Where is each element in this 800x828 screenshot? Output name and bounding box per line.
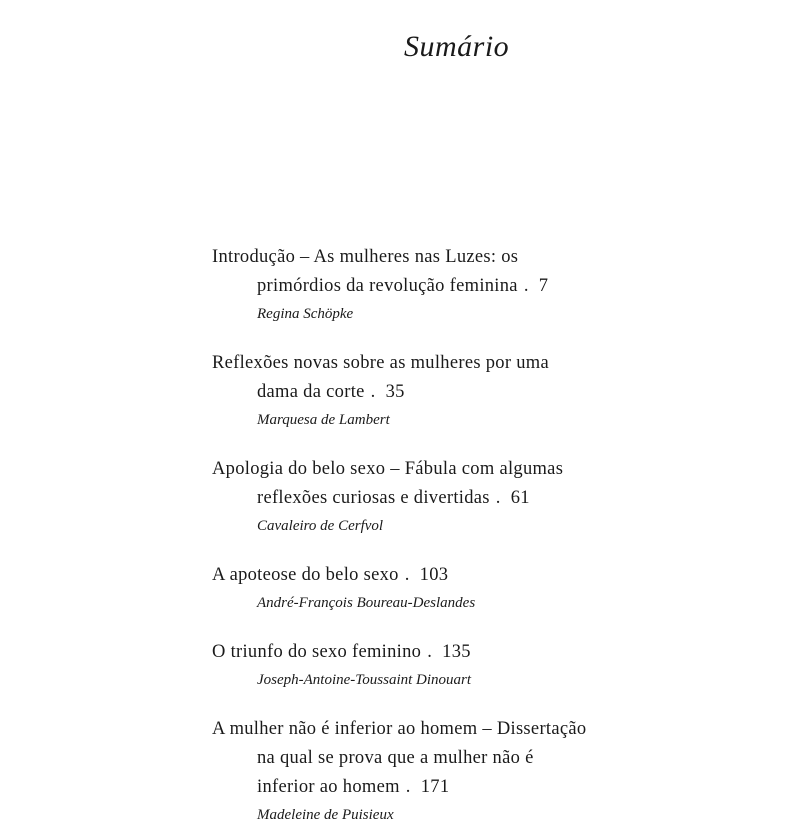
entry-title-line: A apoteose do belo sexo . 103 xyxy=(212,565,449,585)
entry-title-line: Reflexões novas sobre as mulheres por uma xyxy=(212,353,549,373)
entry-author: Marquesa de Lambert xyxy=(257,412,390,428)
entry-title-line: inferior ao homem . 171 xyxy=(257,777,450,797)
entry-title-line: dama da corte . 35 xyxy=(257,382,405,402)
toc-entry xyxy=(212,715,632,828)
entry-title-line: A mulher não é inferior ao homem – Dissertação xyxy=(212,719,587,739)
toc-entry xyxy=(212,638,632,693)
toc-entry xyxy=(212,349,632,433)
page-title: Sumário xyxy=(404,30,510,63)
toc-entry xyxy=(212,243,632,327)
page-reference: . 61 xyxy=(495,488,530,508)
page-reference: . 35 xyxy=(370,382,405,402)
entry-author: Joseph-Antoine-Toussaint Dinouart xyxy=(257,672,472,688)
entry-title-line: Apologia do belo sexo – Fábula com algumas xyxy=(212,459,564,479)
entry-author: André-François Boureau-Deslandes xyxy=(257,595,476,611)
entry-author: Cavaleiro de Cerfvol xyxy=(257,518,384,534)
table-of-contents xyxy=(212,243,632,828)
entry-author: Madeleine de Puisieux xyxy=(257,807,394,823)
page-number: 61 xyxy=(510,488,530,508)
page-reference: . 7 xyxy=(523,276,549,296)
page-number: 35 xyxy=(385,382,405,402)
page-number: 7 xyxy=(538,276,549,296)
entry-author: Regina Schöpke xyxy=(257,306,354,322)
page-number: 171 xyxy=(420,777,450,797)
entry-title-line: O triunfo do sexo feminino . 135 xyxy=(212,642,471,662)
page-number: 103 xyxy=(419,565,449,585)
page-reference: . 171 xyxy=(405,777,450,797)
entry-title-line: na qual se prova que a mulher não é xyxy=(257,748,534,768)
entry-title-line: Introdução – As mulheres nas Luzes: os xyxy=(212,247,519,267)
page-reference: . 135 xyxy=(427,642,471,662)
entry-title-line: reflexões curiosas e divertidas . 61 xyxy=(257,488,530,508)
entry-title-line: primórdios da revolução feminina . 7 xyxy=(257,276,549,296)
page-reference: . 103 xyxy=(404,565,449,585)
toc-entry xyxy=(212,561,632,616)
page-number: 135 xyxy=(442,642,471,662)
toc-entry xyxy=(212,455,632,539)
